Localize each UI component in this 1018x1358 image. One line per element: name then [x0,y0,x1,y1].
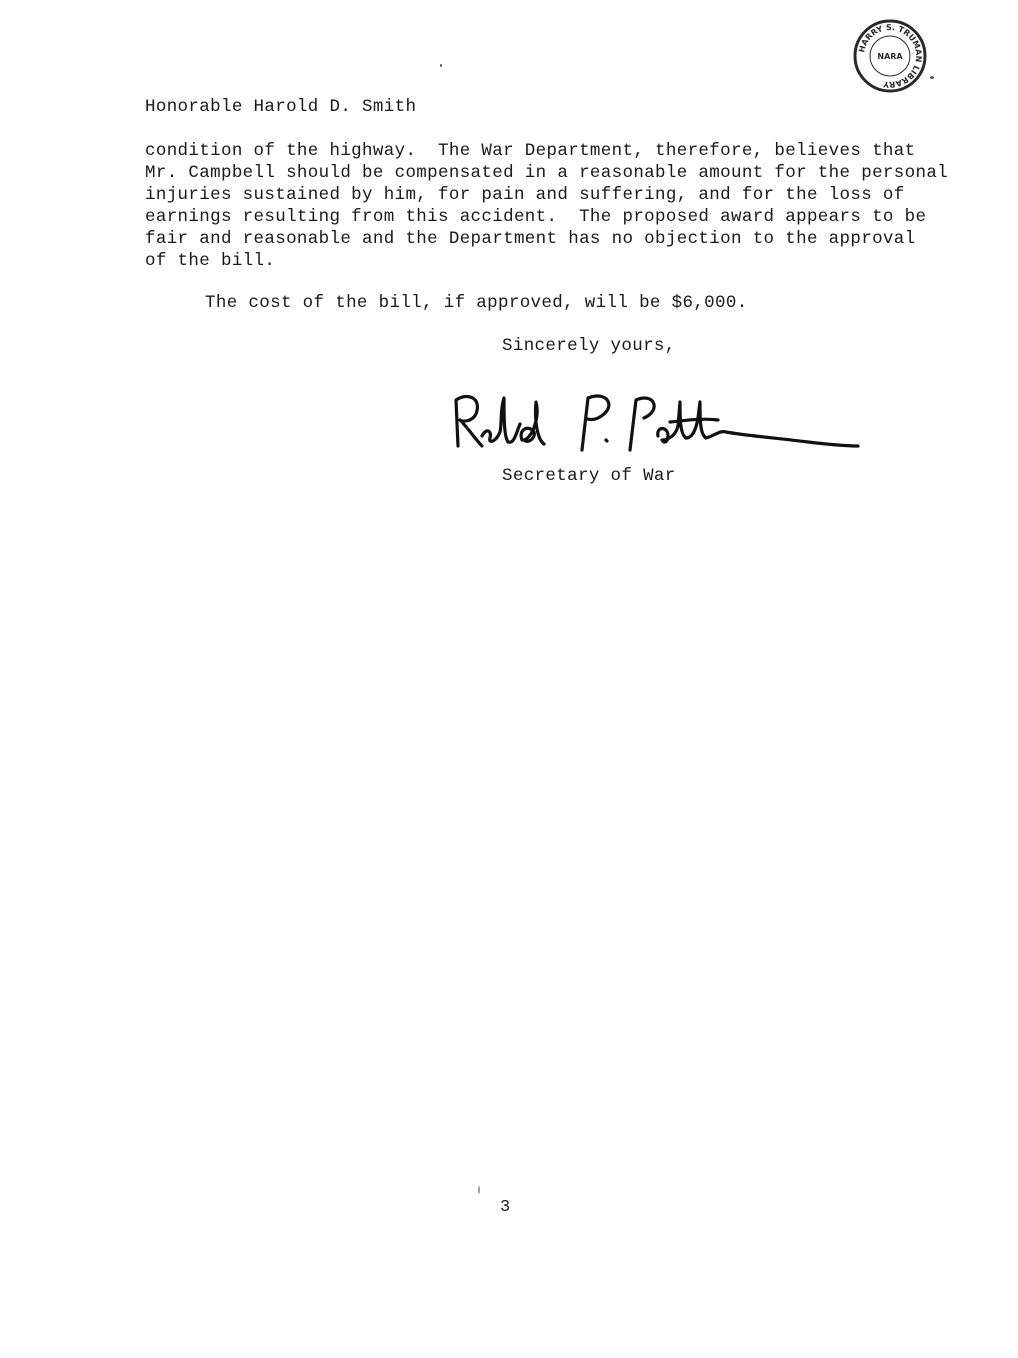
stamp-ring-text: HARRY S. TRUMAN LIBRARY [857,22,924,90]
body-line: fair and reasonable and the Department has no objection to the approval [145,229,916,249]
body-line: earnings resulting from this accident. The proposed award appears to be [145,207,927,227]
body-line: of the bill. [145,251,276,271]
speck-mark [478,1186,480,1194]
signature-icon [448,388,860,458]
page-number: 3 [500,1198,511,1217]
speck-mark [440,64,442,67]
body-line: injuries sustained by him, for pain and suffering, and for the loss of [145,185,905,205]
body-line: condition of the highway. The War Department, therefore, believes that [145,141,916,161]
body-line: Mr. Campbell should be compensated in a reasonable amount for the personal [145,163,949,183]
stamp-center-text: NARA [877,52,903,61]
addressee-line: Honorable Harold D. Smith [145,97,417,117]
speck-mark [930,76,934,79]
signer-title: Secretary of War [502,466,676,486]
archive-stamp-icon [852,18,928,94]
closing-line: Sincerely yours, [502,336,676,356]
cost-line: The cost of the bill, if approved, will be $6,000. [205,293,748,313]
